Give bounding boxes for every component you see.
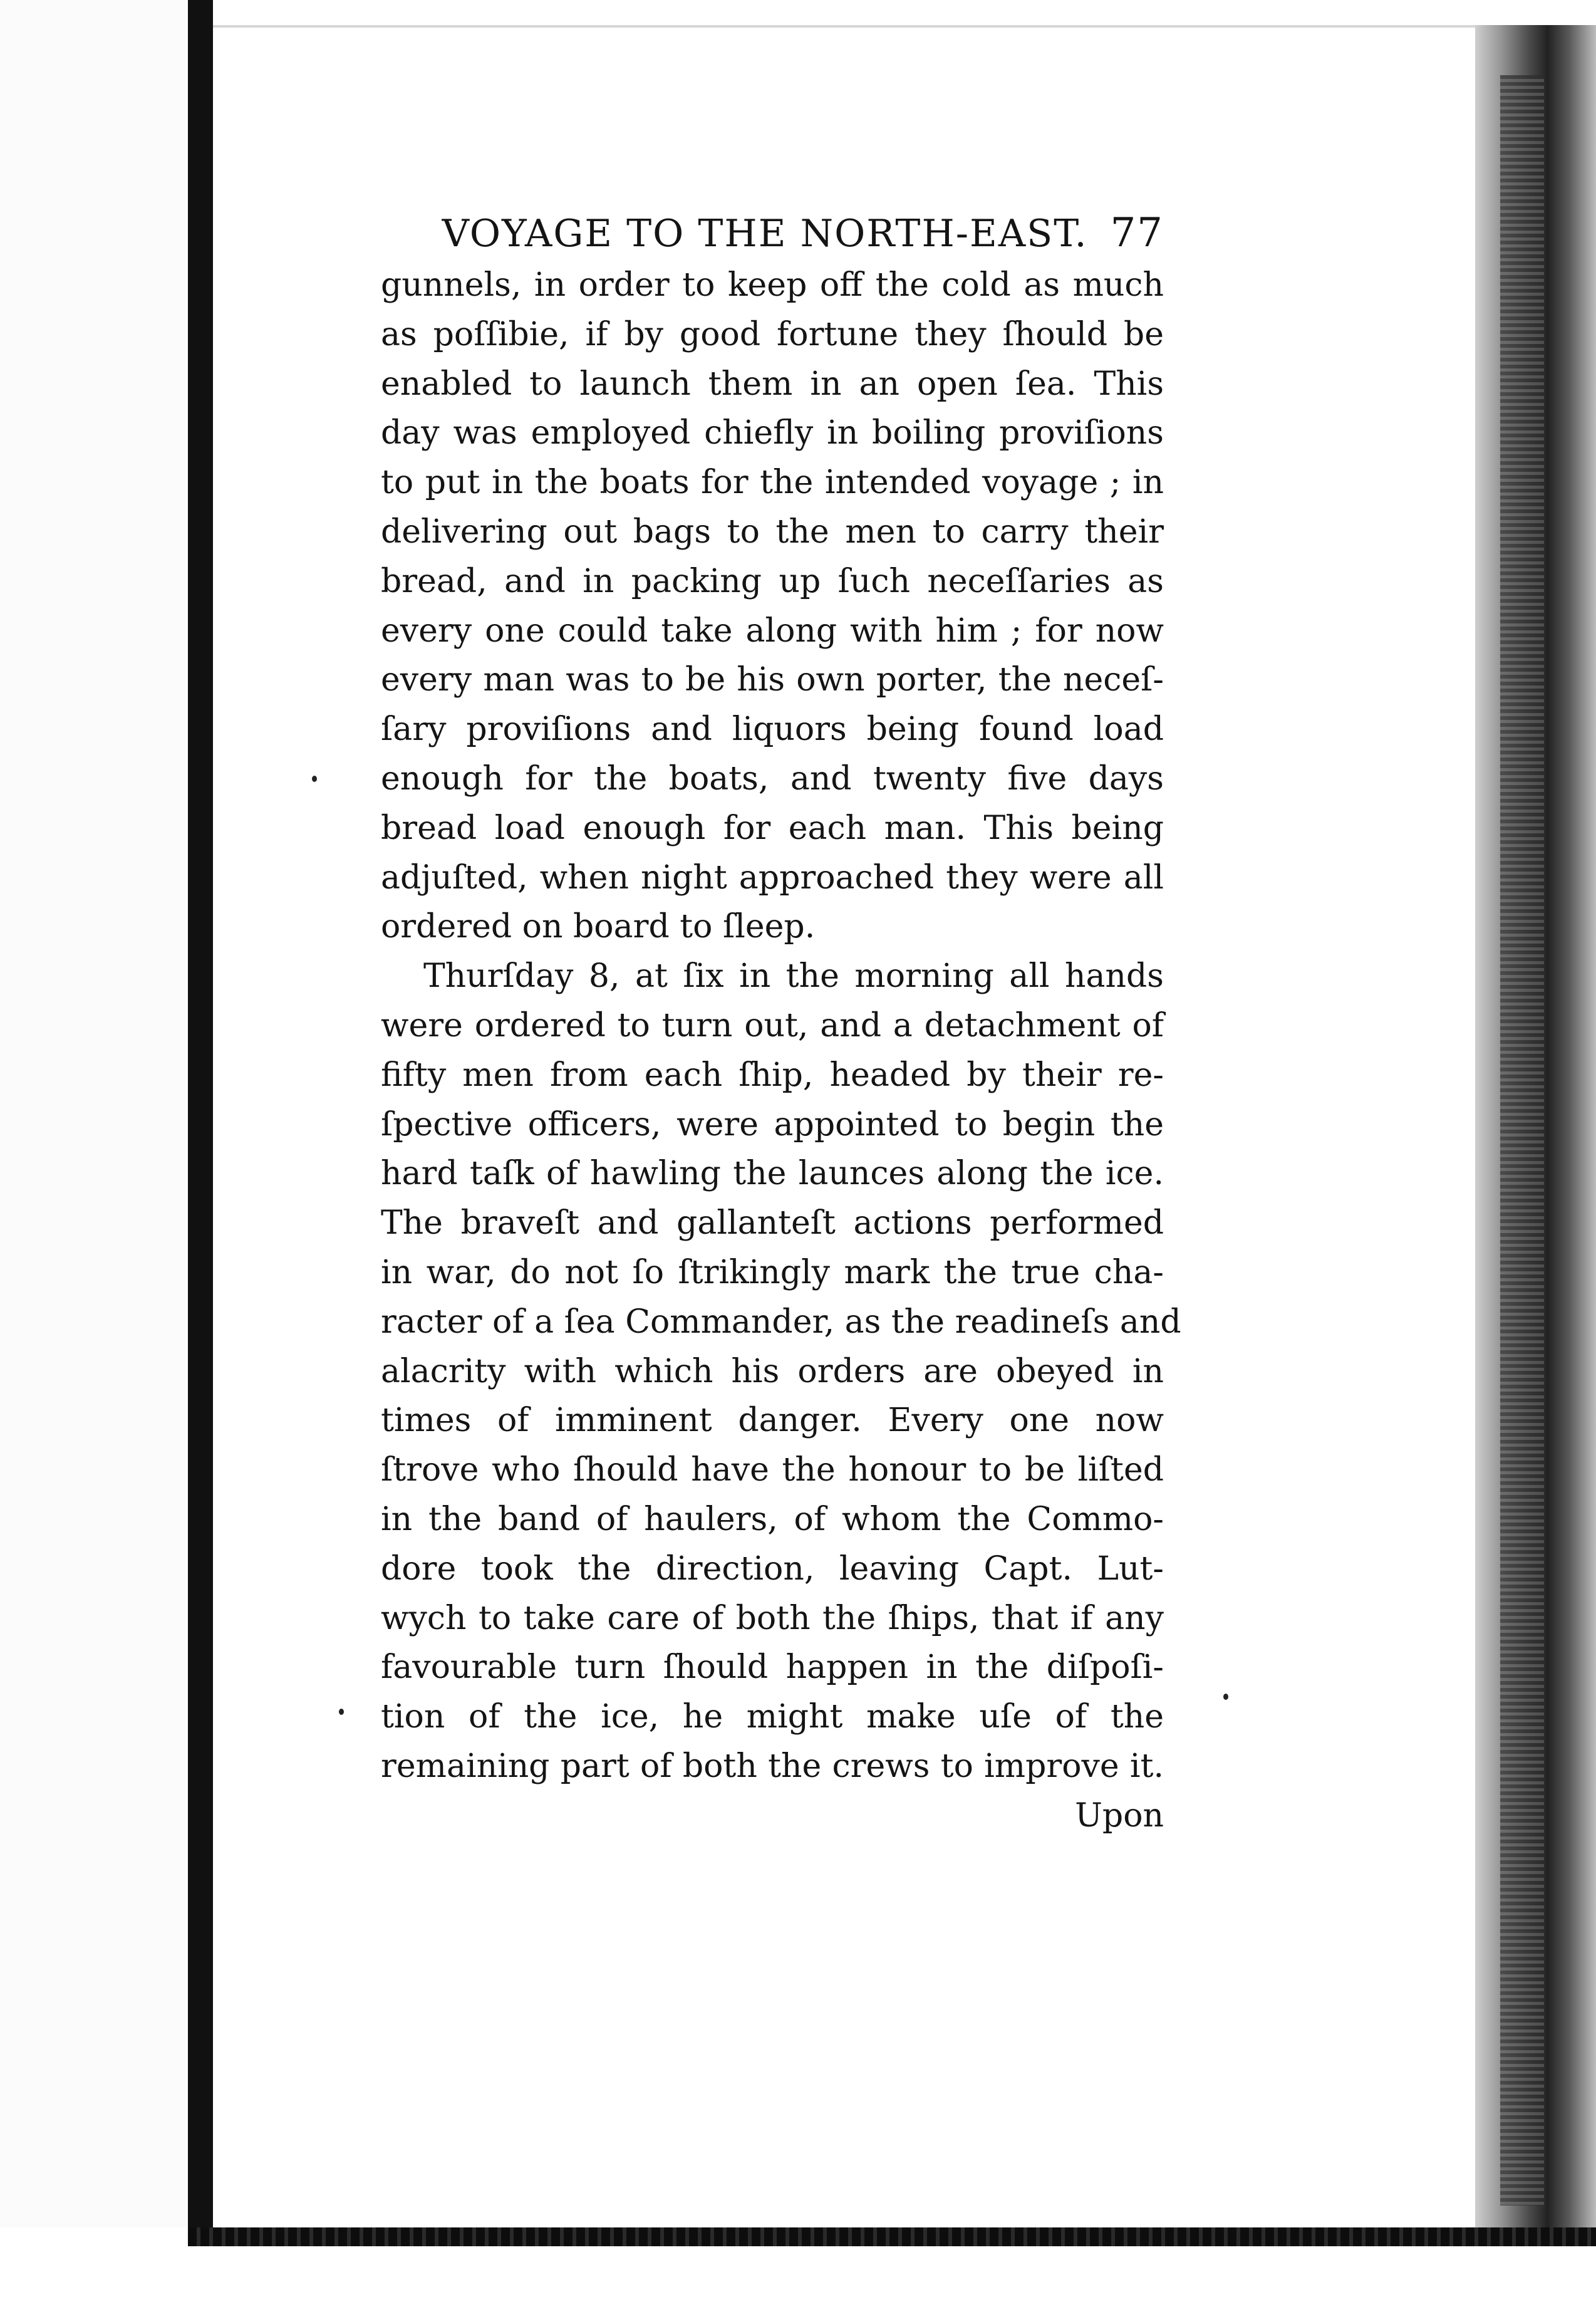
running-header [381,207,1164,259]
gutter-shadow [188,0,213,2231]
text-line: day was employed chiefly in boiling proviſions [381,414,1164,452]
text-line: times of imminent danger. Every one now [381,1402,1164,1440]
text-line: ſary proviſions and liquors being found load [381,711,1164,749]
running-title: VOYAGE TO THE NORTH-EAST. [442,212,1088,256]
paragraph [381,261,1164,952]
text-line: favourable turn ſhould happen in the diſpoſi- [381,1648,1164,1687]
stray-ink-dot [312,776,317,782]
text-line: every one could take along with him ; for now [381,612,1164,650]
bottom-edge-shadow [188,2227,1596,2246]
text-line: bread, and in packing up ſuch neceſſaries as [381,562,1164,600]
text-line: were ordered to turn out, and a detachment of [381,1006,1164,1044]
page-edge-texture [1500,75,1544,2206]
text-line: every man was to be his own porter, the neceſ- [381,661,1164,699]
text-line: enabled to launch them in an open ſea. This [381,365,1164,403]
paragraph [381,952,1181,1791]
text-line: tion of the ice, he might make uſe of the [381,1698,1164,1736]
text-line: in war, do not ſo ſtrikingly mark the true cha- [381,1253,1164,1291]
page-text-block [381,207,1181,1841]
text-line: gunnels, in order to keep off the cold as much [381,266,1164,304]
text-line: remaining part of both the crews to improve it. [381,1747,1164,1785]
text-line: hard taſk of hawling the launces along the ice. [381,1155,1164,1193]
text-line: in the band of haulers, of whom the Commo- [381,1500,1164,1538]
text-line: ſtrove who ſhould have the honour to be liſted [381,1451,1164,1489]
text-line: ordered on board to ſleep. [381,908,816,946]
text-line: Thurſday 8, at ſix in the morning all hands [423,957,1164,996]
text-line: bread load enough for each man. This being [381,809,1164,847]
stray-ink-dot [339,1709,344,1715]
text-line: racter of a ſea Commander, as the readineſs and [381,1303,1181,1341]
text-line: alacrity with which his orders are obeyed in [381,1352,1164,1390]
facing-page-edge [0,0,194,2302]
stray-ink-dot [1223,1694,1228,1700]
text-line: as poſſibie, if by good fortune they ſhould be [381,315,1164,353]
text-line: to put in the boats for the intended voyage ; in [381,464,1164,502]
text-line: delivering out bags to the men to carry their [381,513,1164,551]
page-number: 77 [1110,210,1164,256]
text-line: The braveſt and gallanteſt actions performed [381,1204,1164,1242]
text-line: enough for the boats, and twenty five days [381,759,1164,798]
text-line: fifty men from each ſhip, headed by their re- [381,1056,1164,1094]
text-line: adjuſted, when night approached they were all [381,858,1164,897]
text-line: ſpective officers, were appointed to begin the [381,1105,1164,1143]
text-line: dore took the direction, leaving Capt. Lut- [381,1549,1164,1588]
text-line: wych to take care of both the ſhips, that if any [381,1599,1164,1637]
catchword: Upon [1075,1796,1164,1835]
